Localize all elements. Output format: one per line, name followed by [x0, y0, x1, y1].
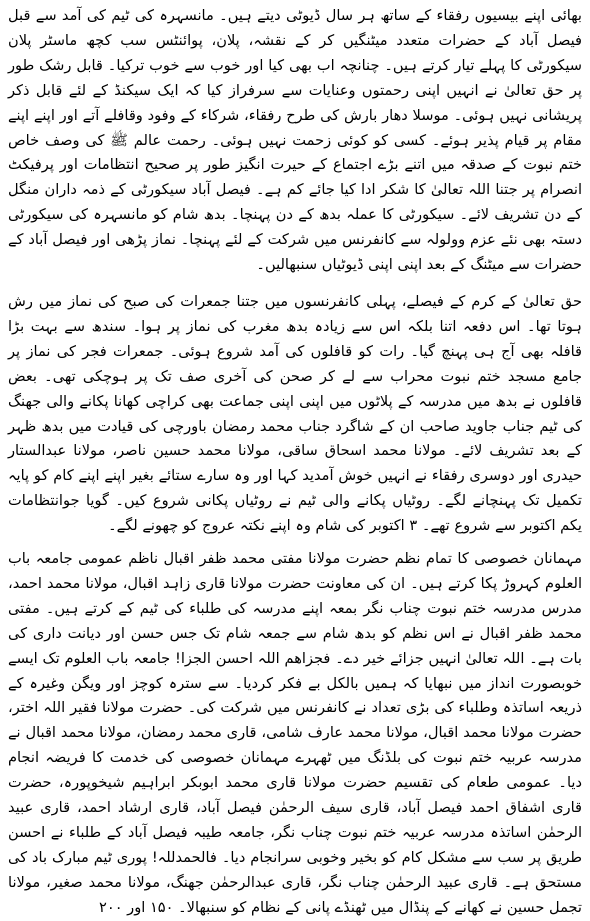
- paragraph-gathering: حق تعالیٰ کے کرم کے فیصلے، پہلی کانفرنسوں میں جتنا جمعرات کی صبح کی نماز میں رش ہوتا تھا۔ اس دفعہ اتنا بلکہ اس سے زیادہ بدھ مغرب کی نماز پر ہوا۔ سندھ سے بہت بڑا قافلہ بھی آج ہی پہنچ گیا۔ رات کو قافلوں کی آمد شروع ہوئی۔ جمعرات فجر کی نماز پر جامع مسجد ختم نبوت محراب سے لے کر صحن کی آخری صف تک پر ہوچکی تھی۔ بعض قافلوں نے بدھ میں مدرسہ کے پلاٹوں میں اپنی اپنی جماعت بھی کراچی کھانا پکانے والی جھنگ کی ٹیم جناب جاوید صاحب ان کے شاگرد جناب محمد رمضان باورچی کی قیادت میں بدھ ظہر کے بعد تشریف لائے۔ مولانا محمد اسحاق ساقی، مولانا محمد حسین ناصر، مولانا عبدالستار حیدری اور دوسری رفقاء نے انہیں خوش آمدید کہا اور وہ سارے ستائے بغیر اپنے اپنے کام کو پایہ تکمیل تک پہنچانے لگے۔ روٹیاں پکانے والی ٹیم نے روٹیاں پکانی شروع کیں۔ گویا جوانتظامات یکم اکتوبر سے شروع تھے۔ ۳ اکتوبر کی شام وہ اپنے نکتہ عروج کو چھونے لگے۔: [8, 292, 582, 535]
- paragraph-security: بھائی اپنے بیسیوں رفقاء کے ساتھ ہر سال ڈیوٹی دیتے ہیں۔ مانسہرہ کی ٹیم کی آمد سے قبل فیصل آباد کے حضرات متعدد میٹنگیں کر کے نقشہ، پلان، پوائنٹس سب کچھ ماسٹر پلان سیکورٹی کا پہلے تیار کرتے ہیں۔ چنانچہ اب بھی کیا اور خوب سے خوب ترکیا۔ قابل رشک طور پر حق تعالیٰ نے انہیں اپنی رحمتوں وعنایات سے سرفراز کیا کہ ایک سیکنڈ کے لئے قابل ذکر پریشانی نہیں ہوئی۔ موسلا دھار بارش کی طرح رفقاء، شرکاء کے وفود وقافلے آتے اور اپنے اپنے مقام پر قیام پذیر ہوئے۔ کسی کو کوئی زحمت نہیں ہوئی۔ رحمت عالم ﷺ کی وصف خاص ختم نبوت کے صدقہ میں اتنے بڑے اجتماع کے حیرت انگیز طور پر صحیح انتظامات اور پرفیکٹ انصرام پر جتنا اللہ تعالیٰ کا شکر ادا کیا جائے کم ہے۔ فیصل آباد سیکورٹی کے ذمہ داران منگل کے دن تشریف لائے۔ سیکورٹی کا عملہ بدھ کے دن پہنچا۔ بدھ شام کو مانسہرہ کی سیکورٹی دستہ بھی نئے عزم وولولہ سے کانفرنس میں شرکت کے لئے پہنچا۔ نماز پڑھی اور فیصل آباد کے حضرات سے میٹنگ کے بعد اپنی اپنی ڈیوٹیاں سنبھالیں۔: [8, 7, 582, 274]
- paragraph-spacer: [8, 278, 582, 290]
- paragraph-guests: مہمانان خصوصی کا تمام نظم حضرت مولانا مفتی محمد ظفر اقبال ناظم عمومی جامعہ باب العلوم کہروڑ پکا کرتے ہیں۔ ان کی معاونت حضرت مولانا قاری زاہد اقبال، مولانا محمد احمد، مدرس مدرسہ ختم نبوت چناب نگر بمعہ اپنے مدرسہ کی طلباء کی ٹیم کے کرتے ہیں۔ مفتی محمد ظفر اقبال نے اس نظم کو بدھ شام سے جمعہ شام تک جس حسن اور دیانت داری کی بات ہے۔ اللہ تعالیٰ انہیں جزائے خیر دے۔ فجزاھم اللہ احسن الجزا! جامعہ باب العلوم تک ایسے خوبصورت انداز میں نبھایا کہ ہمیں بالکل بے فکر کردیا۔ سے سترہ کوچز اور ویگن وغیرہ کے ذریعہ اساتذہ وطلباء کی بڑی تعداد نے کانفرنس میں شرکت کی۔ حضرت مولانا فقیر اللہ اختر، حضرت مولانا محمد اقبال، مولانا محمد عارف شامی، قاری محمد رمضان، مولانا محمد اقبال نے مدرسہ عربیہ ختم نبوت کی بلڈنگ میں ٹھہرے مہمانان خصوصی کی خدمت کا فریضہ انجام دیا۔ عمومی طعام کی تقسیم حضرت مولانا قاری محمد ابوبکر ابراہیم شیخوپورہ، حضرت قاری اشفاق احمد فیصل آباد، قاری سیف الرحمٰن فیصل آباد، قاری ارشاد احمد، قاری عبید الرحمٰن اساتذہ مدرسہ عربیہ ختم نبوت چناب نگر، جامعہ طیبہ فیصل آباد کے طلباء نے احسن طریق پر سب سے مشکل کام کو بخیر وخوبی سرانجام دیا۔ فالحمدللہ! پوری ٹیم مبارک باد کی مستحق ہے۔ قاری عبید الرحمٰن چناب نگر، قاری عبدالرحمٰن جھنگ، مولانا محمد صغیر، مولانا تجمل حسین نے کھانے کے پنڈال میں ٹھنڈے پانی کے نظام کو سنبھالا۔ ۱۵۰ اور ۲۰۰: [8, 550, 582, 916]
- paragraph-spacer: [8, 539, 582, 547]
